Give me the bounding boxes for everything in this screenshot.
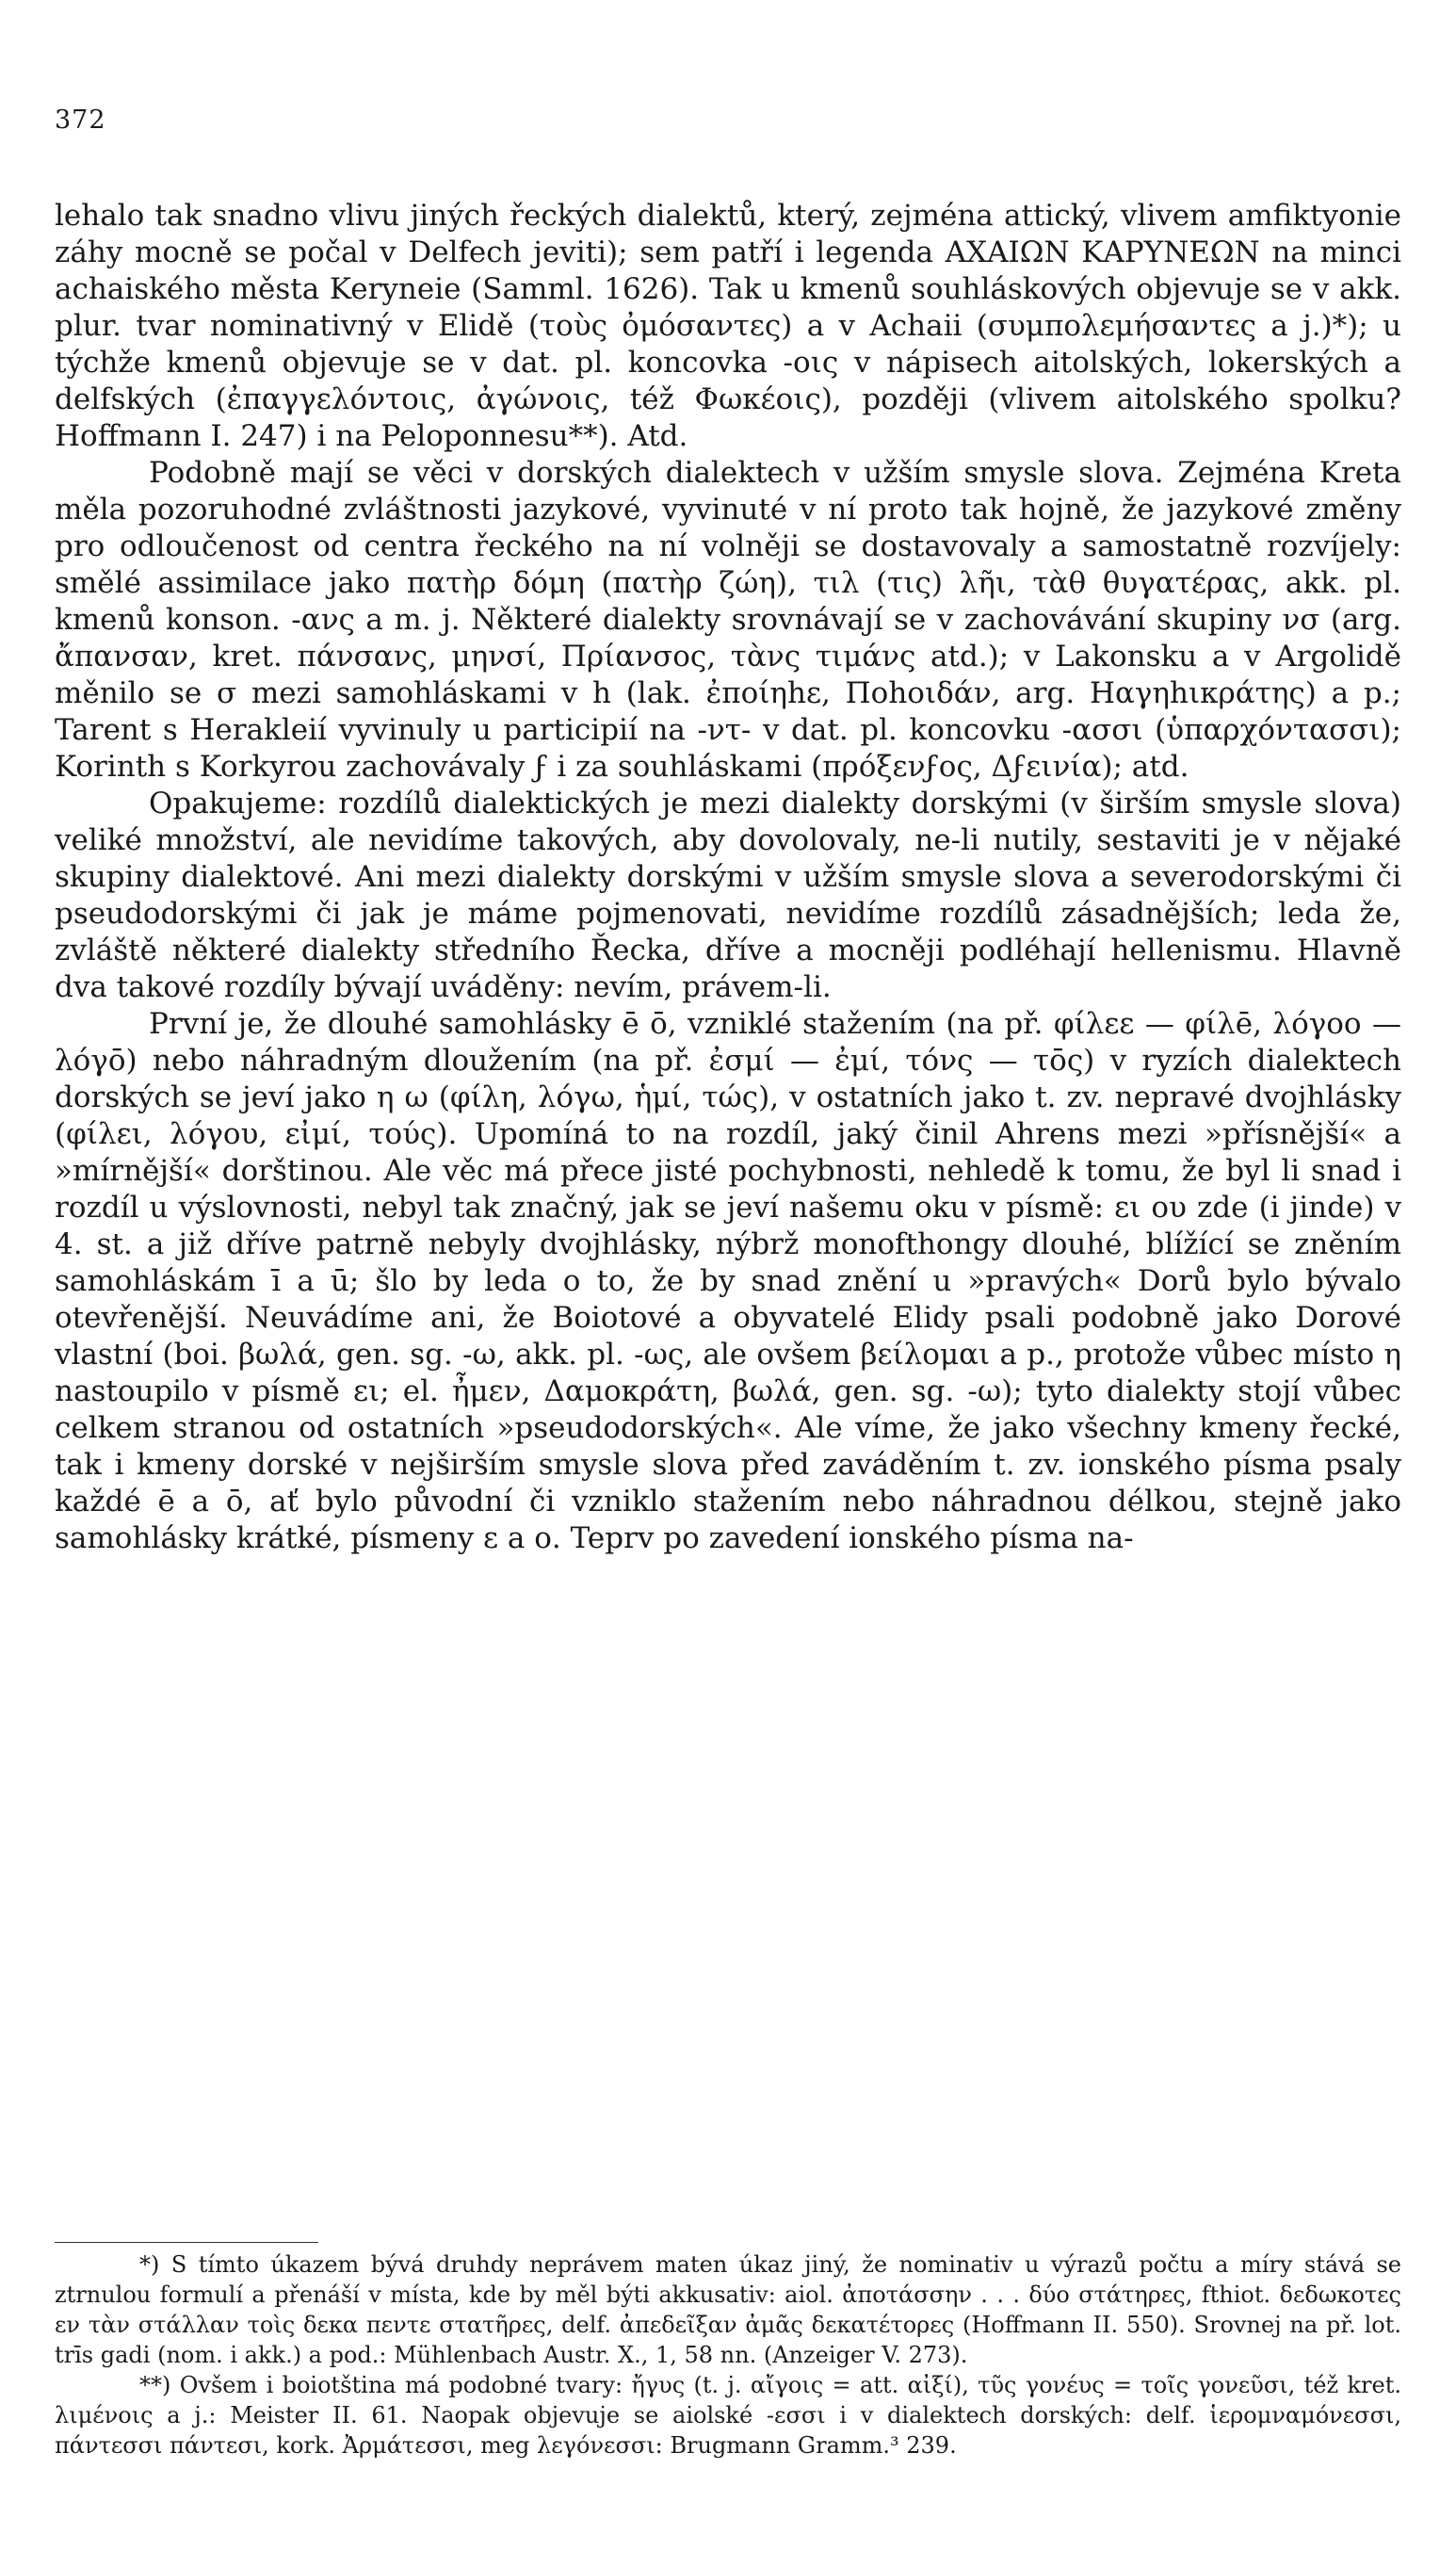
paragraph: lehalo tak snadno vlivu jiných řeckých dialektů, který, zejména attický, vlivem amfiktyonie záhy mocně se počal v Delfech jeviti); sem patří i legenda ΑΧΑΙΩΝ ΚΑΡΥΝΕΩΝ na minci achaiského města Keryneie (Samml. 1626). Tak u kmenů souhláskových objevuje se v akk. plur. tvar nominativný v Elidě (τοὺς ὀμόσαντες) a v Achaii (συμπολεμήσαντες a j.)*); u týchže kmenů objevuje se v dat. pl. koncovka -οις v nápisech aitolských, lokerských a delfských (ἐπαγγελόντοις, ἀγώνοις, též Φωκέοις), později (vlivem aitolského spolku? Hoffmann I. 247) i na Peloponnesu**). Atd. [55, 199, 1401, 453]
paragraph: Podobně mají se věci v dorských dialektech v užším smysle slova. Zejména Kreta měla pozoruhodné zvláštnosti jazykové, vyvinuté v ní proto tak hojně, že jazykové změny pro odloučenost od centra řeckého na ní volněji se dostavovaly a samostatně rozvíjely: smělé assimilace jako πατὴρ δόμη (πατὴρ ζώη), τιλ (τις) λῆι, τὰθ θυγατέρας, akk. pl. kmenů konson. -ανς a m. j. Některé dialekty srovnávají se v zachovávání skupiny νσ (arg. ἄπανσαν, kret. πάνσανς, μηνσί, Πρίανσος, τὰνς τιμάνς atd.); v Lakonsku a v Argolidě měnilo se σ mezi samohláskami v h (lak. ἐποίηhε, Ποhοιδάν, arg. Ηαγηhικράτης) a p.; Tarent s Herakleií vyvinuly u participií na -ντ- v dat. pl. koncovku -ασσι (ὑπαρχόντασσι); Korinth s Korkyrou zachovávaly ϝ i za souhláskami (πρόξενϝος, Δϝεινία); atd. [55, 456, 1401, 784]
paragraph: Opakujeme: rozdílů dialektických je mezi dialekty dorskými (v širším smysle slova) veliké množství, ale nevidíme takových, aby dovolovaly, ne-li nutily, sestaviti je v nějaké skupiny dialektové. Ani mezi dialekty dorskými v užším smysle slova a severodorskými či pseudodorskými či jak je máme pojmenovati, nevidíme rozdílů zásadnějších; leda že, zvláště některé dialekty středního Řecka, dříve a mocněji podléhají hellenismu. Hlavně dva takové rozdíly bývají uváděny: nevím, právem-li. [55, 787, 1401, 1004]
main-text [55, 198, 1401, 1557]
footnote-divider [55, 2242, 318, 2243]
footnote: *) S tímto úkazem bývá druhdy neprávem maten úkaz jiný, že nominativ u výrazů počtu a míry stává se ztrnulou formulí a přenáší v místa, kde by měl býti akkusativ: aiol. ἀποτάσσην . . . δύο στάτηρες, fthiot. δεδωκοτες εν τὰν στάλλαν τοὶς δεκα πεντε στατῆρες, delf. ἀπεδεῖξαν ἀμᾶς δεκατέτορες (Hoffmann II. 550). Srovnej na př. lot. trīs gadi (nom. i akk.) a pod.: Mühlenbach Austr. X., 1, 58 nn. (Anzeiger V. 273). [55, 2251, 1401, 2368]
footnotes [55, 2249, 1401, 2460]
footnote: **) Ovšem i boiotština má podobné tvary: ἤγυς (t. j. αἴγοις = att. αἰξί), τῦς γονέυς = τοῖς γονεῦσι, též kret. λιμένοις a j.: Meister II. 61. Naopak objevuje se aiolské -εσσι i v dialektech dorských: delf. ἱερομναμόνεσσι, πάντεσσι πάντεσι, kork. Ἀρμάτεσσι, meg λεγόνεσσι: Brugmann Gramm.³ 239. [55, 2372, 1401, 2459]
paragraph: První je, že dlouhé samohlásky ē ō, vzniklé stažením (na př. φίλεε — φίλē, λόγοο — λόγō) nebo náhradným dloužením (na př. ἐσμί — ἐμί, τόνς — τōς) v ryzích dialektech dorských se jeví jako η ω (φίλη, λόγω, ἡμί, τώς), v ostatních jako t. zv. nepravé dvojhlásky (φίλει, λόγου, εἰμί, τούς). Upomíná to na rozdíl, jaký činil Ahrens mezi »přísnější« a »mírnější« dorštinou. Ale věc má přece jisté pochybnosti, nehledě k tomu, že byl li snad i rozdíl u výslovnosti, nebyl tak značný, jak se jeví našemu oku v písmě: ει ου zde (i jinde) v 4. st. a již dříve patrně nebyly dvojhlásky, nýbrž monofthongy dlouhé, blížící se zněním samohláskám ī a ū; šlo by leda o to, že by snad znění u »pravých« Dorů bylo bývalo otevřenější. Neuvádíme ani, že Boiotové a obyvatelé Elidy psali podobně jako Dorové vlastní (boi. βωλά, gen. sg. -ω, akk. pl. -ως, ale ovšem βείλομαι a p., protože vůbec místo η nastoupilo v písmě ει; el. ἦμεν, Δαμοκράτη, βωλά, gen. sg. -ω); tyto dialekty stojí vůbec celkem stranou od ostatních »pseudodorských«. Ale víme, že jako všechny kmeny řecké, tak i kmeny dorské v nejširším smysle slova před zaváděním t. zv. ionského písma psaly každé ē a ō, ať bylo původní či vzniklo stažením nebo náhradnou délkou, stejně jako samohlásky krátké, písmeny ε a ο. Teprv po zavedení ionského písma na- [55, 1007, 1401, 1555]
page-number: 372 [55, 106, 106, 135]
